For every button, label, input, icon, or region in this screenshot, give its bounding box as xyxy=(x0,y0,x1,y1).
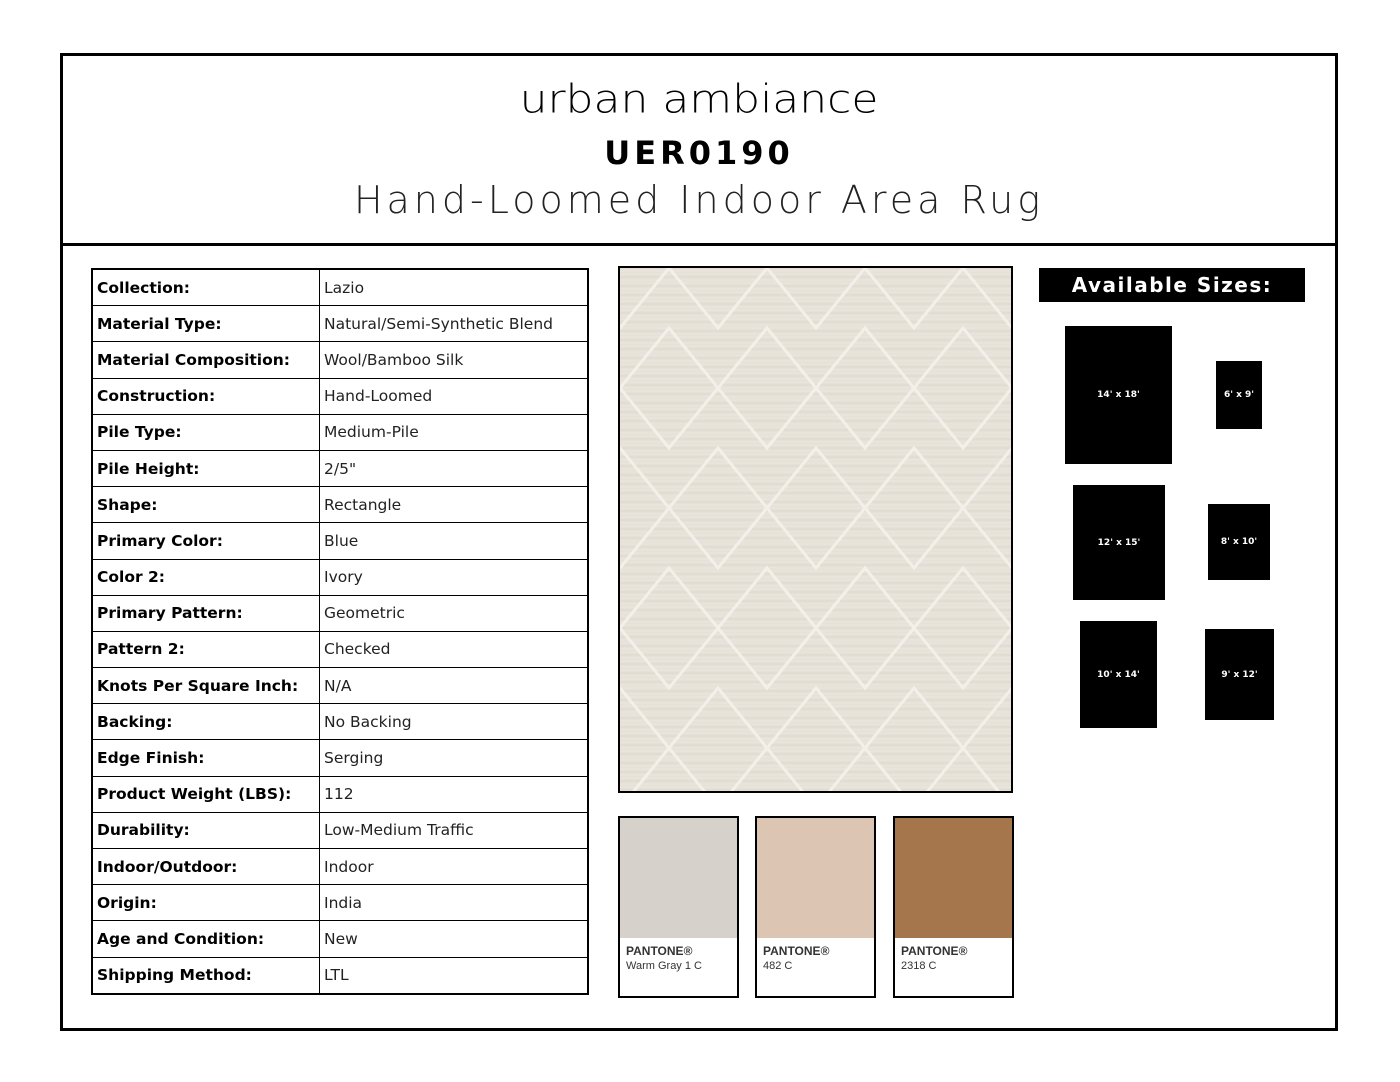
spec-row xyxy=(92,776,588,812)
spec-label: Edge Finish: xyxy=(92,740,320,776)
spec-label: Durability: xyxy=(92,812,320,848)
spec-label: Age and Condition: xyxy=(92,921,320,957)
size-box-8x10: 8' x 10' xyxy=(1208,504,1270,580)
spec-row xyxy=(92,414,588,450)
spec-row xyxy=(92,740,588,776)
product-sku: UER0190 xyxy=(604,134,794,172)
spec-value: Blue xyxy=(320,523,589,559)
spec-value: 2/5" xyxy=(320,450,589,486)
spec-row xyxy=(92,559,588,595)
product-title: Hand-Loomed Indoor Area Rug xyxy=(353,178,1045,222)
spec-row xyxy=(92,885,588,921)
size-box-12x15: 12' x 15' xyxy=(1073,485,1165,600)
spec-label: Primary Color: xyxy=(92,523,320,559)
swatch-brand: PANTONE® xyxy=(626,944,693,958)
spec-row xyxy=(92,668,588,704)
spec-label: Knots Per Square Inch: xyxy=(92,668,320,704)
spec-value: Hand-Loomed xyxy=(320,378,589,414)
spec-row xyxy=(92,450,588,486)
spec-label: Material Type: xyxy=(92,306,320,342)
spec-value: Low-Medium Traffic xyxy=(320,812,589,848)
swatch-chip xyxy=(757,818,874,938)
spec-label: Indoor/Outdoor: xyxy=(92,849,320,885)
spec-label: Primary Pattern: xyxy=(92,595,320,631)
spec-row xyxy=(92,631,588,667)
header xyxy=(63,56,1335,246)
swatch-chip xyxy=(895,818,1012,938)
spec-value: Geometric xyxy=(320,595,589,631)
spec-row xyxy=(92,306,588,342)
available-sizes-heading: Available Sizes: xyxy=(1039,268,1305,302)
spec-value: Indoor xyxy=(320,849,589,885)
spec-row xyxy=(92,957,588,994)
spec-value: LTL xyxy=(320,957,589,994)
size-box-6x9: 6' x 9' xyxy=(1216,361,1262,429)
spec-row xyxy=(92,487,588,523)
spec-row xyxy=(92,269,588,306)
spec-value: New xyxy=(320,921,589,957)
spec-value: No Backing xyxy=(320,704,589,740)
swatch-brand: PANTONE® xyxy=(763,944,830,958)
spec-label: Pattern 2: xyxy=(92,631,320,667)
spec-label: Shape: xyxy=(92,487,320,523)
spec-row xyxy=(92,342,588,378)
size-box-10x14: 10' x 14' xyxy=(1080,621,1157,728)
swatch-brand: PANTONE® xyxy=(901,944,968,958)
spec-value: Wool/Bamboo Silk xyxy=(320,342,589,378)
swatch-code: Warm Gray 1 C xyxy=(626,960,702,972)
spec-row xyxy=(92,921,588,957)
spec-label: Pile Height: xyxy=(92,450,320,486)
swatch-code: 2318 C xyxy=(901,960,937,972)
spec-label: Product Weight (LBS): xyxy=(92,776,320,812)
swatch-chip xyxy=(620,818,737,938)
size-box-14x18: 14' x 18' xyxy=(1065,326,1172,464)
spec-row xyxy=(92,704,588,740)
size-box-9x12: 9' x 12' xyxy=(1205,629,1274,720)
spec-value: N/A xyxy=(320,668,589,704)
spec-value: Serging xyxy=(320,740,589,776)
spec-label: Construction: xyxy=(92,378,320,414)
spec-row xyxy=(92,595,588,631)
color-swatch xyxy=(618,816,739,998)
spec-value: Ivory xyxy=(320,559,589,595)
rug-image xyxy=(618,266,1013,793)
spec-value: Natural/Semi-Synthetic Blend xyxy=(320,306,589,342)
spec-label: Backing: xyxy=(92,704,320,740)
swatch-code: 482 C xyxy=(763,960,793,972)
spec-label: Material Composition: xyxy=(92,342,320,378)
rug-pattern xyxy=(620,268,1011,791)
spec-label: Origin: xyxy=(92,885,320,921)
spec-sheet xyxy=(60,53,1338,1031)
spec-label: Collection: xyxy=(92,269,320,306)
spec-row xyxy=(92,523,588,559)
spec-row xyxy=(92,812,588,848)
brand-logo: urban ambiance xyxy=(519,76,879,123)
spec-row xyxy=(92,378,588,414)
specs-table xyxy=(91,268,589,995)
spec-value: Lazio xyxy=(320,269,589,306)
spec-value: India xyxy=(320,885,589,921)
spec-value: 112 xyxy=(320,776,589,812)
color-swatch xyxy=(893,816,1014,998)
spec-label: Pile Type: xyxy=(92,414,320,450)
spec-value: Medium-Pile xyxy=(320,414,589,450)
spec-row xyxy=(92,849,588,885)
spec-value: Rectangle xyxy=(320,487,589,523)
spec-value: Checked xyxy=(320,631,589,667)
spec-label: Shipping Method: xyxy=(92,957,320,994)
spec-label: Color 2: xyxy=(92,559,320,595)
color-swatch xyxy=(755,816,876,998)
